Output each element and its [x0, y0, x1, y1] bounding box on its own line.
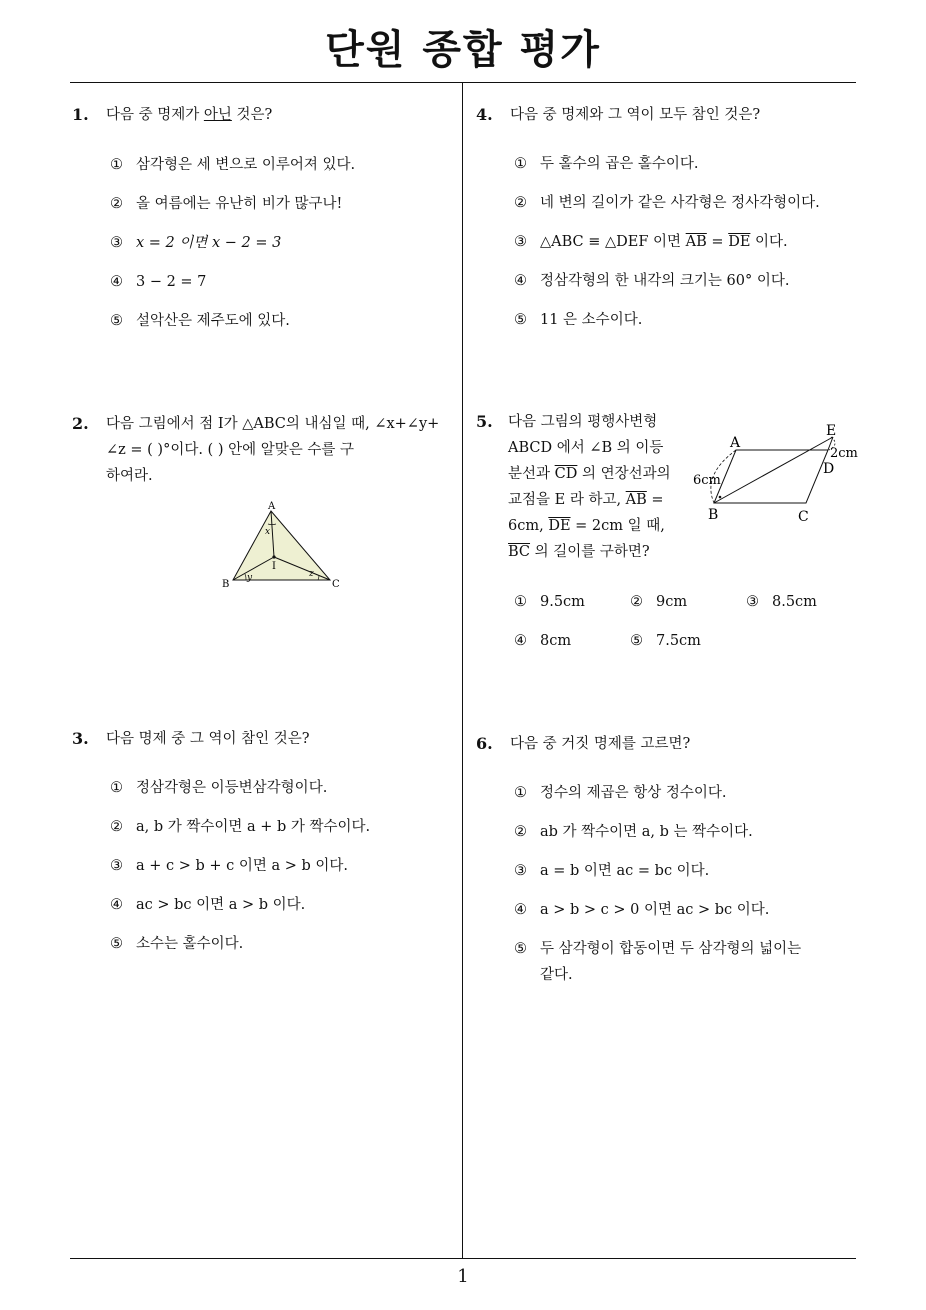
question-number: 6. — [476, 734, 493, 753]
choice-1[interactable]: ① 두 홀수의 곱은 홀수이다. — [514, 156, 699, 172]
choice-2[interactable]: ② 9cm — [630, 594, 688, 610]
header-rule — [70, 82, 856, 83]
choice-2[interactable]: ② a, b 가 짝수이면 a + b 가 짝수이다. — [110, 819, 371, 835]
choice-3[interactable]: ③ 8.5cm — [746, 594, 817, 610]
choice-1[interactable]: ① 9.5cm — [514, 594, 585, 610]
underlined-word: 아닌 — [203, 107, 232, 123]
parallelogram-abcd — [714, 450, 828, 503]
choice-3[interactable]: ③ a = b 이면 ac = bc 이다. — [514, 863, 710, 879]
choice-2[interactable]: ② 네 변의 길이가 같은 사각형은 정사각형이다. — [514, 195, 820, 211]
question-number: 2. — [72, 414, 89, 433]
choice-1[interactable]: ① 정삼각형은 이등변삼각형이다. — [110, 780, 328, 796]
question-4 — [476, 102, 851, 342]
label-ab-length: 6cm — [693, 473, 721, 488]
page-title: 단원 종합 평가 — [325, 27, 601, 73]
choice-3[interactable]: ③ x = 2 이면 x − 2 = 3 — [110, 235, 282, 251]
choice-3[interactable]: ③ △ABC ≡ △DEF 이면 $\overline{AB} = \overline{DE}$ 이다. — [514, 234, 788, 250]
choice-5[interactable]: ⑤ 설악산은 제주도에 있다. — [110, 313, 290, 329]
choice-5[interactable]: ⑤ 소수는 홀수이다. — [110, 936, 244, 952]
choice-4[interactable]: ④ 3 − 2 = 7 — [110, 274, 207, 290]
question-number: 3. — [72, 729, 89, 748]
label-i: I — [272, 561, 276, 572]
choice-5[interactable]: ⑤ 11 은 소수이다. — [514, 312, 643, 328]
question-5 — [476, 409, 856, 659]
choice-5[interactable]: ⑤ 두 삼각형이 합동이면 두 삼각형의 넓이는 같다. — [514, 941, 802, 983]
page-number: 1 — [457, 1266, 469, 1287]
label-a: A — [730, 435, 741, 451]
point-i — [272, 555, 275, 558]
label-de-length: 2cm — [830, 446, 858, 461]
angle-mark — [719, 496, 722, 499]
label-c: C — [332, 579, 340, 590]
choice-1[interactable]: ① 삼각형은 세 변으로 이루어져 있다. — [110, 157, 356, 173]
incenter-triangle-figure — [218, 501, 348, 591]
choice-4[interactable]: ④ a > b > c > 0 이면 ac > bc 이다. — [514, 902, 770, 918]
choice-1[interactable]: ① 정수의 제곱은 항상 정수이다. — [514, 785, 727, 801]
question-1 — [72, 102, 457, 342]
triangle-abc — [233, 511, 330, 580]
question-text: 다음 중 명제가 아닌 것은? — [106, 107, 273, 123]
label-y: y — [247, 573, 253, 583]
choice-2[interactable]: ② 올 여름에는 유난히 비가 많구나! — [110, 196, 343, 212]
question-text: 다음 명제 중 그 역이 참인 것은? — [106, 731, 310, 747]
label-z: z — [309, 569, 314, 579]
choice-4[interactable]: ④ ac > bc 이면 a > b 이다. — [110, 897, 306, 913]
column-divider — [462, 83, 463, 1259]
parallelogram-figure — [690, 417, 860, 527]
question-number: 5. — [476, 412, 493, 431]
footer-rule — [70, 1258, 856, 1259]
label-x: x — [265, 527, 271, 537]
label-a: A — [268, 501, 276, 512]
label-e: E — [826, 423, 837, 439]
label-d: D — [823, 461, 835, 477]
question-text: 다음 중 명제와 그 역이 모두 참인 것은? — [510, 107, 761, 123]
choice-2[interactable]: ② ab 가 짝수이면 a, b 는 짝수이다. — [514, 824, 753, 840]
choice-3[interactable]: ③ a + c > b + c 이면 a > b 이다. — [110, 858, 349, 874]
choice-4[interactable]: ④ 정삼각형의 한 내각의 크기는 60° 이다. — [514, 273, 790, 289]
question-3 — [72, 726, 457, 966]
label-b: B — [222, 579, 230, 590]
question-text: 다음 중 거짓 명제를 고르면? — [510, 736, 691, 752]
question-number: 4. — [476, 105, 493, 124]
question-text: 다음 그림의 평행사변형 ABCD 에서 ∠B 의 이등 분선과 $\overline{CD}$ 의 연장선과의 교점을 E 라 하고, $\overline{AB}$ = 6cm, $\overline{DE} = 2cm$ 일 때, $\overline{BC}$ 의 길이를 구하면? — [508, 414, 671, 560]
label-b: B — [708, 507, 719, 523]
question-number: 1. — [72, 105, 89, 124]
label-c: C — [798, 509, 809, 525]
question-text: 다음 그림에서 점 I가 △ABC의 내심일 때, ∠x+∠y+ ∠z = ( )°이다. ( ) 안에 알맞은 수를 구 하여라. — [106, 416, 440, 484]
question-2 — [72, 411, 457, 601]
choice-4[interactable]: ④ 8cm — [514, 633, 572, 649]
choice-5[interactable]: ⑤ 7.5cm — [630, 633, 701, 649]
question-6 — [476, 731, 851, 991]
